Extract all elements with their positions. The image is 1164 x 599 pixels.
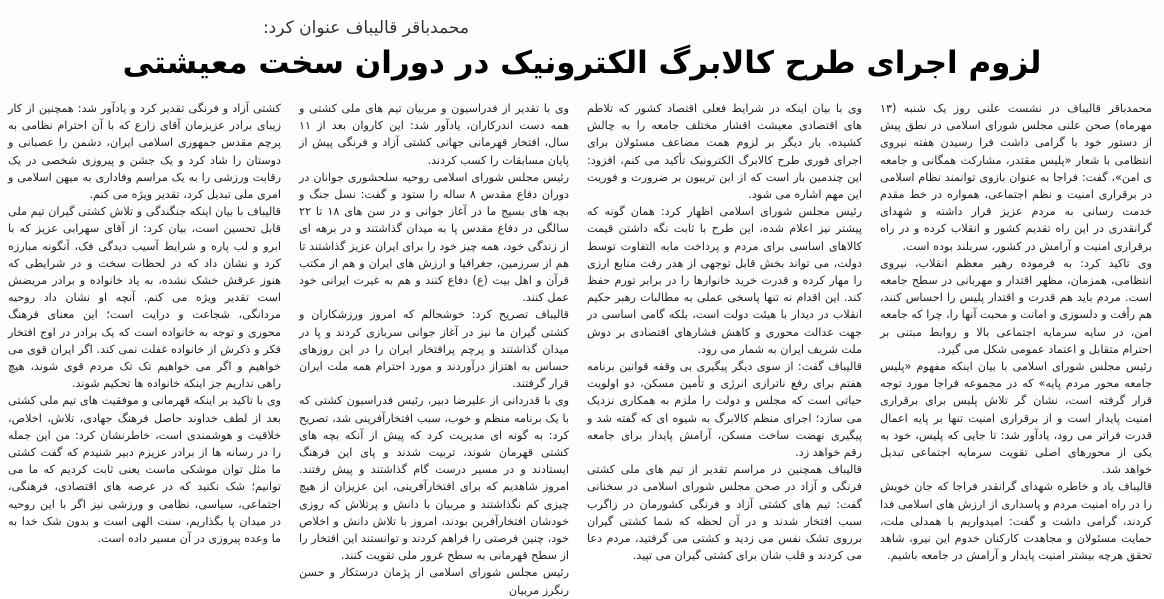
paragraph: رئیس مجلس شورای اسلامی با بیان اینکه مفهوم «پلیس جامعه محور مردم پایه» که در مجموعه فراجا مورد توجه قرار گرفته است، نشان گر تلاش پلیس برای برقراری امنیت پایدار است و از برقراری امنیت تنها بر پایه اعمال قدرت فراتر می رود، یادآور شد: تا جایی که پلیس، خود به یکی از محورهای اصلی تقویت سرمایه اجتماعی تبدیل خواهد شد. <box>880 360 1152 477</box>
article-headline: لزوم اجرای طرح کالابرگ الکترونیک در دوران سخت معیشتی <box>122 45 1042 81</box>
article-column-3 <box>299 100 570 597</box>
paragraph: قالیباف با بیان اینکه جنگندگی و تلاش کشتی گیران تیم ملی قابل تحسین است، بیان کرد: از آقای سهرابی عزیز که با ابرو و لب پاره و شرایط آسیب دیدگی فک، آنگونه مبارزه کرد و نشان داد که در لحظات سخت و در شرایطی که هنوز عرقش خشک نشده، به یاد خانواده و برادر مریضش است تقدیر ویژه می کنم. آنچه او نشان داد روحیه مردانگی، شجاعت و درایت است؛ این معنای فرهنگ محوری و توجه به خانواده است که یک برادر در اوج افتخار فکر و ذکرش از خانواده غفلت نمی کند. اگر ایران قوی می خواهیم و اگر می خواهیم تک تک مردم قوی شوند، هیچ راهی نداریم جز اینکه خانواده ها تحکیم شوند. <box>8 205 281 391</box>
paragraph: وی با بیان اینکه در شرایط فعلی اقتصاد کشور که تلاطم های اقتصادی معیشت اقشار مختلف جامعه را به چالش کشیده، بار دیگر بر لزوم همت مضاعف مسئولان برای اجرای فوری طرح کالابرگ الکترونیک تأکید می کنم، افزود: این چندمین بار است که از این تریبون بر ضرورت و فوریت این مهم اشاره می شود. <box>587 102 862 202</box>
paragraph: قالیباف همچنین در مراسم تقدیر از تیم های ملی کشتی فرنگی و آزاد در صحن مجلس شورای اسلامی در سخنانی گفت: تیم های کشتی آزاد و فرنگی کشورمان در زاگرب سبب افتخار شدند و در آن لحظه که شما کشتی گیران برروی تشک نفس می زدید و کشتی می گرفتید، مردم دعا می کردند و قلب شان برای کشتی گیران می تپید. <box>587 463 862 563</box>
paragraph: قالیباف یاد و خاطره شهدای گرانقدر فراجا که جان خویش را در راه امنیت مردم و پاسداری از ارزش های اسلامی فدا کردند، گرامی داشت و گفت: امیدواریم با همدلی ملت، حمایت مسئولان و مجاهدت کارکنان خدوم این نیرو، شاهد تحقق هرچه بیشتر امنیت پایدار و آرامش در جامعه باشیم. <box>880 480 1152 563</box>
paragraph: وی تاکید کرد: به فرموده رهبر معظم انقلاب، نیروی انتظامی، همزمان، مظهر اقتدار و مهربانی در سطح جامعه است. مردم باید هم قدرت و اقتدار پلیس را احساس کنند، هم رأفت و دلسوزی و امانت و محبت آنها را، چرا که جامعه امن، در سایه سرمایه اجتماعی بالا و روابط مبتنی بر احترام متقابل و اعتماد عمومی شکل می گیرد. <box>880 256 1152 356</box>
article-column-1 <box>880 100 1152 563</box>
paragraph: وی با قدردانی از علیرضا دبیر، رئیس فدراسیون کشتی که با یک برنامه منظم و خوب، سبب افتخارآفرینی شد، تصریح کرد: به گونه ای مدیریت کرد که پیش از آنکه بچه های کشتی قهرمان شوند، تربیت شدند و پای این فرهنگ ایستادند و در مسیر درست گام گذاشتند و پیش رفتند. امروز شاهدیم که برای افتخارآفرینی، این عزیزان از هیچ چیزی کم نگذاشتند و مربیان با دانش و پرتلاش که روزی خودشان افتخارآفرین بودند، امروز با تلاش دانش و اخلاص خود، چنین فرصتی را فراهم کردند و توانستند این افتخار را از سطح قهرمانی به سطح غرور ملی تقویت کنند. <box>299 394 569 563</box>
paragraph: محمدباقر قالیباف در نشست علنی روز یک شنبه (۱۳ مهرماه) صحن علنی مجلس شورای اسلامی در نطق پیش از دستور خود با گرامی داشت فرا رسیدن هفته نیروی انتظامی با شعار «پلیس مقتدر، مشارکت همگانی و جامعه ی امن»، گفت: فراجا به عنوان بازوی توانمند نظام اسلامی در برقراری امنیت و نظم اجتماعی، همواره در خط مقدم خدمت رسانی به مردم عزیز قرار داشته و شهدای گرانقدری در این راه تقدیم کشور و انقلاب کرده و در راه برقراری امنیت و آرامش در کشور، سربلند بوده است. <box>880 102 1152 253</box>
paragraph: کشتی آزاد و فرنگی تقدیر کرد و یادآور شد: همچنین از کار زیبای برادر عزیزمان آقای زارع که با آن احترام نظامی به پرچم مقدس جمهوری اسلامی ایران، دشمن را عصبانی و دوستان را شاد کرد و یک جشن و پیروزی شخصی در یک رقابت ورزشی را به یک مراسم وفاداری به میهن اسلامی و امری ملی تبدیل کرد، تقدیر ویژه می کنم. <box>8 102 281 202</box>
paragraph: قالیباف تصریح کرد: خوشحالم که امروز ورزشکاران و کشتی گیران ما نیز در آغاز جوانی سربازی کردند و پا در میدان گذاشتند و پرچم پرافتخار ایران را در این روزهای حساس به اهتزاز درآوردند و مورد احترام همه ملت ایران قرار گرفتند. <box>299 308 569 391</box>
paragraph: رئیس مجلس شورای اسلامی روحیه سلحشوری جوانان در دوران دفاع مقدس ۸ ساله را ستود و گفت: نسل جنگ و بچه های بسیج ما در آغاز جوانی و در سن های ۱۸ تا ۲۲ سالگی در دفاع مقدس پا به میدان گذاشتند و در برهه ای از زندگی خود، همه چیز خود را برای ایران عزیز گذاشتند تا هم از سرزمین، جغرافیا و ارزش های ایران و هم از مکتب قرآن و اهل بیت (ع) دفاع کنند و هم به غیرت ایرانی خود عمل کنند. <box>299 170 570 305</box>
paragraph: وی با تاکید بر اینکه قهرمانی و موفقیت های تیم ملی کشتی بعد از لطف خداوند حاصل فرهنگ جهادی، تلاش، اخلاص، خلاقیت و هوشمندی است، خاطرنشان کرد: من این جمله را در رسانه ها از برادر عزیزم دبیر شنیدم که گفت کشتی ما مثل توان موشکی ماست یعنی ثابت کردیم که ما می توانیم؛ شک نکنید که در عرصه های اقتصادی، فرهنگی، اجتماعی، سیاسی، نظامی و ورزشی نیز اگر با این روحیه در میدان پا بگذاریم، سنت الهی است و بدون شک خدا به ما وعده پیروزی در آن مسیر داده است. <box>8 394 281 546</box>
paragraph: قالیباف گفت: از سوی دیگر پیگیری بی وقفه قوانین برنامه هفتم برای رفع ناترازی انرژی و تأمین مسکن، دو اولویت حیاتی است که مجلس و دولت را ملزم به همکاری نزدیک می سازد؛ اجرای منظم کالابرگ به شیوه ای که گفته شد و پیگیری نهضت ساخت مسکن، آرامش پایدار برای جامعه رقم خواهد زد. <box>587 360 862 460</box>
paragraph: رئیس مجلس شورای اسلامی از پژمان درستکار و حسن رنگرز مربیان <box>299 566 569 597</box>
article-column-2 <box>587 100 862 563</box>
paragraph: رئیس مجلس شورای اسلامی اظهار کرد: همان گونه که پیشتر نیز اعلام شده، این طرح با ثابت نگه داشتن قیمت کالاهای اساسی برای مردم و پرداخت مابه التفاوت توسط دولت، می تواند بخش قابل توجهی از هدر رفت منابع ارزی را مهار کرده و قدرت خرید خانوارها را در برابر تورم حفظ کند. این اقدام نه تنها پاسخی عملی به مطالبات رهبر حکیم انقلاب در دیدار با هیئت دولت است، بلکه گامی اساسی در جهت عدالت محوری و کاهش فشارهای اقتصادی بر دوش ملت شریف ایران به شمار می رود. <box>587 205 862 356</box>
article-kicker: محمدباقر قالیباف عنوان کرد: <box>262 18 469 38</box>
article-column-4 <box>8 100 281 546</box>
paragraph: وی با تقدیر از فدراسیون و مربیان تیم های ملی کشتی و همه دست اندرکاران، یادآور شد: این کاروان بعد از ۱۱ سال، افتخار قهرمانی جهانی کشتی آزاد و فرنگی پیش از پایان مسابقات را کسب کردند. <box>299 102 569 167</box>
